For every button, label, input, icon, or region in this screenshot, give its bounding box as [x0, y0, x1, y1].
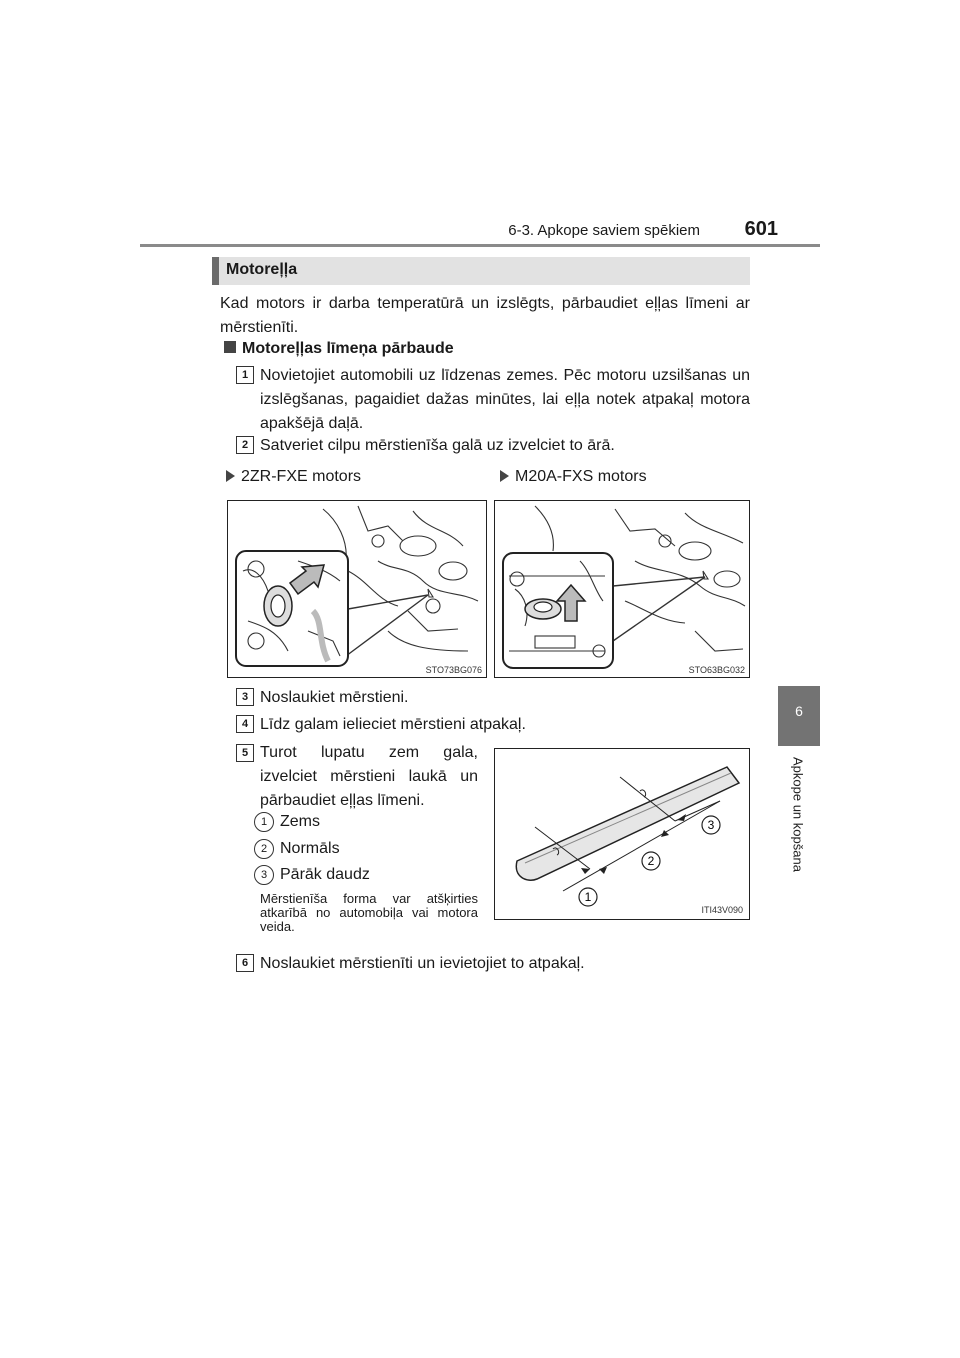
- step-text-2: Satveriet cilpu mērstienīša galā uz izvelciet to ārā.: [260, 437, 615, 454]
- header-rule: [140, 244, 820, 247]
- intro-paragraph: Kad motors ir darba temperatūrā un izslēgts, pārbaudiet eļļas līmeni ar mērstienīti.: [220, 295, 750, 336]
- step-text-4: Līdz galam ielieciet mērstieni atpakaļ.: [260, 716, 526, 733]
- step-number-6: 6: [236, 954, 254, 972]
- section-title-bar: [212, 257, 750, 285]
- section-title-accent: [212, 257, 219, 285]
- subheading-text: Motoreļļas līmeņa pārbaude: [242, 340, 454, 357]
- step-number-4: 4: [236, 715, 254, 733]
- legend-number-2: 2: [254, 839, 274, 859]
- square-bullet-icon: [224, 341, 236, 353]
- running-header-section: 6-3. Apkope saviem spēkiem: [508, 222, 700, 239]
- step-number-2: 2: [236, 436, 254, 454]
- figure-code-m20a: STO63BG032: [688, 665, 745, 675]
- chapter-side-label: [785, 757, 811, 937]
- step-number-1: 1: [236, 366, 254, 384]
- step-number-5: 5: [236, 744, 254, 762]
- dipstick-callout-1: 1: [584, 890, 592, 904]
- figure-code-dipstick: ITI43V090: [701, 905, 743, 915]
- step-text-6: Noslaukiet mērstienīti un ievietojiet to atpakaļ.: [260, 955, 585, 972]
- figure-code-2zr: STO73BG076: [425, 665, 482, 675]
- chapter-side-label-text: Apkope un kopšana: [790, 757, 806, 872]
- page-number: 601: [744, 218, 778, 240]
- step-text-3: Noslaukiet mērstieni.: [260, 689, 409, 706]
- legend-number-1: 1: [254, 812, 274, 832]
- engine-illustration-m20a: [495, 501, 748, 676]
- dipstick-figure: [494, 748, 750, 920]
- engine-figure-m20a: [494, 500, 750, 678]
- engine-figure-2zr: [227, 500, 487, 678]
- step-text-1: Novietojiet automobili uz līdzenas zemes. Pēc motoru uzsilšanas un izslēgšanas, pagaidiet dažas minūtes, lai eļļa notek atpakaļ motora apakšējā daļā.: [260, 367, 750, 432]
- legend-label-1: Zems: [280, 813, 320, 830]
- chapter-tab: 6: [778, 686, 820, 746]
- step-number-3: 3: [236, 688, 254, 706]
- dipstick-callout-3: 3: [707, 818, 715, 832]
- engine-label-m20a-text: M20A-FXS motors: [515, 468, 647, 485]
- dipstick-illustration: [495, 749, 748, 918]
- subheading: [224, 340, 454, 358]
- engine-label-2zr: [226, 468, 361, 486]
- engine-label-2zr-text: 2ZR-FXE motors: [241, 468, 362, 485]
- section-title: Motoreļļa: [226, 261, 298, 278]
- step-text-5: Turot lupatu zem gala, izvelciet mērstieni laukā un pārbaudiet eļļas līmeni.: [260, 744, 478, 809]
- engine-label-m20a: [500, 468, 647, 486]
- legend-label-3: Pārāk daudz: [280, 866, 370, 883]
- engine-illustration-2zr: [228, 501, 485, 676]
- legend-label-2: Normāls: [280, 840, 340, 857]
- dipstick-callout-2: 2: [647, 854, 655, 868]
- legend-number-3: 3: [254, 865, 274, 885]
- shape-note: Mērstienīša forma var atšķirties atkarībā no automobiļa vai motora veida.: [260, 891, 478, 934]
- triangle-bullet-icon: [500, 470, 509, 482]
- triangle-bullet-icon: [226, 470, 235, 482]
